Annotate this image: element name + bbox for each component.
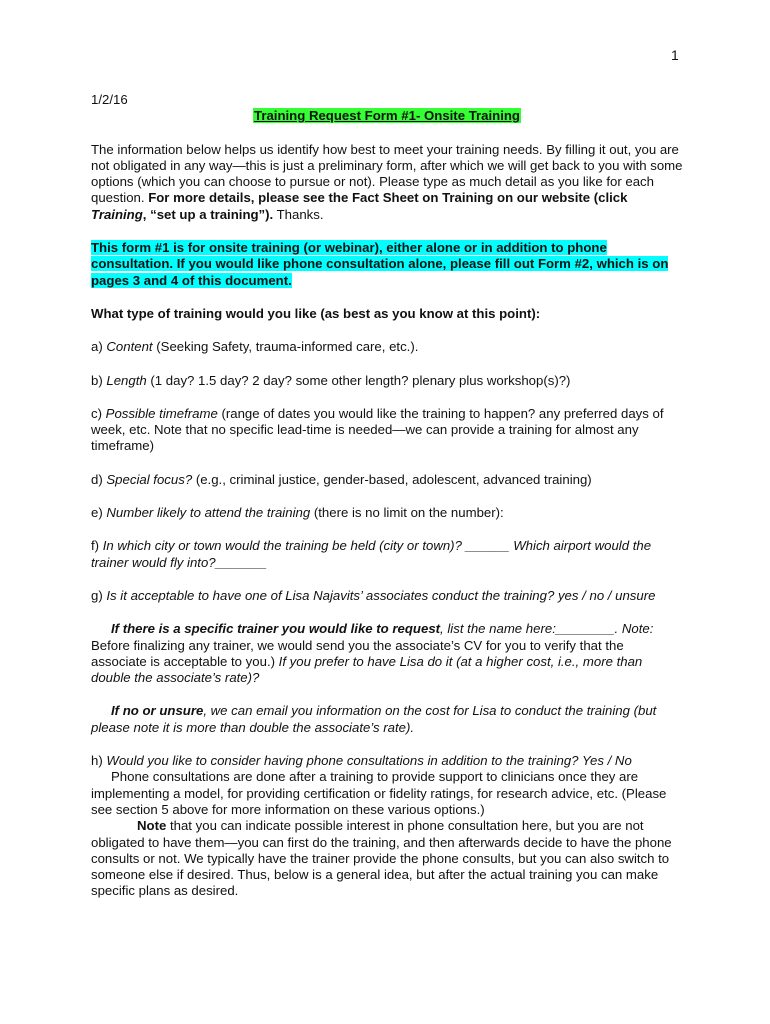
question-f	[91, 538, 683, 571]
question-h	[91, 753, 683, 769]
question-g-prefix: g)	[91, 587, 107, 603]
question-h-para1	[91, 769, 683, 818]
question-b	[91, 373, 683, 389]
intro-bold-b: , “set up a training”).	[142, 206, 274, 222]
question-g-trainer	[91, 621, 683, 686]
question-c-label: Possible timeframe	[105, 405, 218, 421]
question-g-label: Is it acceptable to have one of Lisa Najavits’ associates conduct the training? yes / no / unsure	[106, 587, 656, 603]
question-b-detail: (1 day? 1.5 day? 2 day? some other length? plenary plus workshop(s)?)	[146, 372, 571, 388]
question-f-label: In which city or town would the training be held (city or town)? ______ Which airport would the trainer would fly into?_______	[91, 538, 652, 570]
question-d-detail: (e.g., criminal justice, gender-based, adolescent, advanced training)	[192, 471, 592, 487]
form-note-text: This form #1 is for onsite training (or webinar), either alone or in addition to phone consultation. If you would like phone consultation alone, please fill out Form #2, which is on pages 3 and 4 of this document.	[91, 240, 669, 288]
trainer-request-lisa: If you prefer to have Lisa do it (at a higher cost, i.e., more than double the associate’s rate)?	[91, 653, 643, 686]
form-title-text: Training Request Form #1- Onsite Training	[254, 108, 520, 124]
question-c	[91, 406, 683, 455]
form-note	[91, 240, 683, 289]
trainer-request-italic: , list the name here:________. Note:	[440, 621, 654, 637]
question-c-detail: (range of dates you would like the training to happen? any preferred days of week, etc. Note that no specific lead-time is needed—we can provide a training for almost any timeframe)	[91, 405, 664, 454]
question-g-unsure	[91, 703, 683, 736]
note-label: Note	[137, 818, 167, 834]
unsure-detail: , we can email you information on the cost for Lisa to conduct the training (but please note it is more than double the associate’s rate).	[91, 703, 657, 735]
document-body	[91, 92, 683, 900]
question-e-prefix: e)	[91, 505, 107, 521]
page-number: 1	[671, 47, 679, 63]
question-c-prefix: c)	[91, 405, 106, 421]
intro-paragraph	[91, 142, 683, 223]
question-e	[91, 505, 683, 521]
question-h-prefix: h)	[91, 753, 107, 769]
question-a-prefix: a)	[91, 339, 107, 355]
question-e-label: Number likely to attend the training	[106, 505, 311, 521]
intro-bold-a: For more details, please see the Fact Sheet on Training on our website (click	[148, 190, 628, 206]
document-date: 1/2/16	[91, 92, 128, 107]
question-a-label: Content	[106, 339, 153, 355]
question-b-prefix: b)	[91, 372, 107, 388]
unsure-label: If no or unsure	[111, 703, 204, 719]
question-g	[91, 588, 683, 604]
question-a-detail: (Seeking Safety, trauma-informed care, etc.).	[152, 339, 419, 355]
question-b-label: Length	[106, 372, 147, 388]
question-f-prefix: f)	[91, 538, 103, 554]
intro-tail: Thanks.	[273, 206, 324, 222]
question-heading: What type of training would you like (as best as you know at this point):	[91, 305, 541, 321]
question-h-label: Would you like to consider having phone consultations in addition to the training? Yes / No	[106, 753, 632, 769]
question-d-prefix: d)	[91, 471, 107, 487]
question-d	[91, 472, 683, 488]
phone-consult-description: Phone consultations are done after a training to provide support to clinicians once they are implementing a model, for providing certification or fidelity ratings, for research advice, etc. (Please see section 5 above for more information on these various options.)	[91, 769, 667, 817]
question-a	[91, 339, 683, 355]
phone-consult-note: that you can indicate possible interest in phone consultation here, but you are not obligated to have them—you can first do the training, and then afterwards decide to have the phone consults or not. We typically have the trainer provide the phone consults, but you can also switch to someone else if desired. Thus, below is a general idea, but after the actual training you can make specific plans as desired.	[91, 818, 672, 899]
form-title	[91, 108, 683, 124]
question-d-label: Special focus?	[106, 471, 193, 487]
trainer-request-note: Before finalizing any trainer, we would send you the associate’s CV for you to verify that the associate is acceptable to you.)	[91, 637, 624, 669]
intro-text: The information below helps us identify how best to meet your training needs. By filling it out, you are not obligated in any way—this is just a preliminary form, after which we will get back to you with some options (which you can choose to pursue or not). Please type as much detail as you like for each question.	[91, 141, 683, 206]
intro-bold-italic: Training	[91, 206, 143, 222]
question-h-para2	[91, 818, 683, 899]
question-e-detail: (there is no limit on the number):	[310, 505, 504, 521]
trainer-request-label: If there is a specific trainer you would like to request	[111, 621, 441, 637]
